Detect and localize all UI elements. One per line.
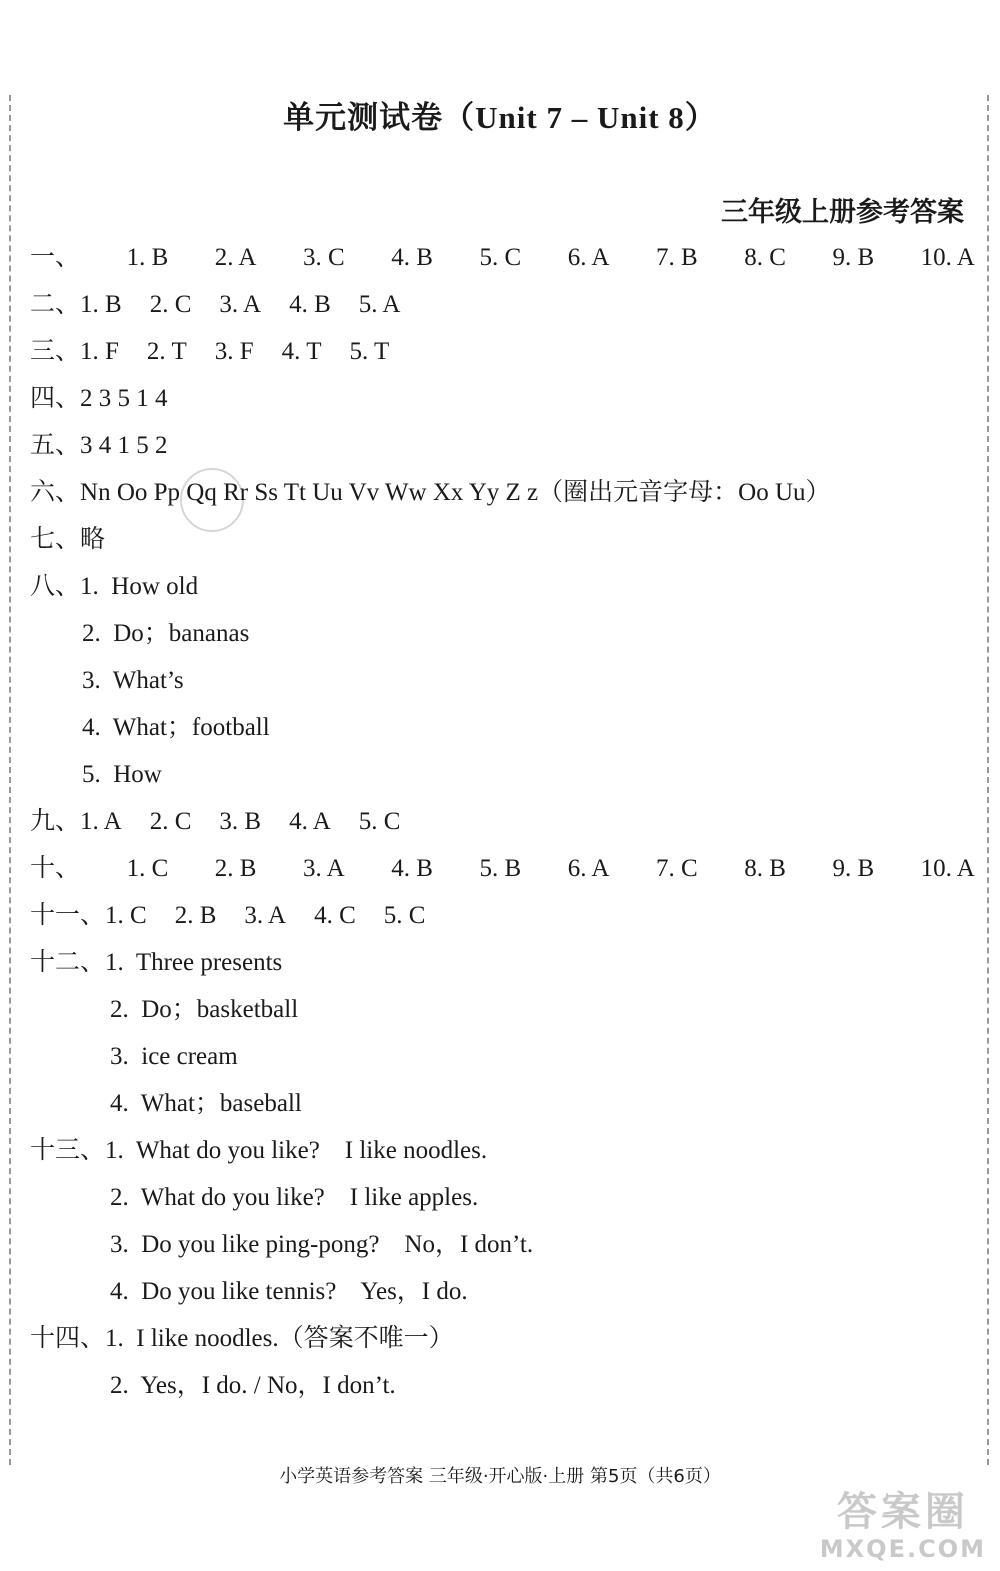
answer-item: 6. A — [567, 244, 610, 271]
section-label: 十、 — [30, 855, 81, 882]
answer-item: 3. C — [303, 244, 345, 271]
page-subtitle: 三年级上册参考答案 — [721, 197, 964, 227]
answer-text: 2. Yes，I do. / No，I don’t. — [110, 1372, 396, 1399]
answer-text: 1. I like noodles.（答案不唯一） — [105, 1325, 454, 1352]
answer-line — [30, 1080, 975, 1127]
answer-item: 1. B — [126, 244, 169, 271]
section-label: 十三、 — [30, 1137, 106, 1164]
answer-item: 2. B — [174, 902, 217, 929]
answer-item: 4. B — [289, 291, 331, 318]
section-label: 三、 — [30, 338, 81, 365]
answer-line — [30, 1033, 975, 1080]
answer-text: 1. How old — [80, 573, 199, 600]
answer-line — [30, 1174, 975, 1221]
section-label: 七、 — [30, 526, 81, 553]
answer-line — [30, 657, 975, 704]
answer-line — [30, 328, 975, 375]
section-label: 十一、 — [30, 902, 106, 929]
answer-item: 3. A — [244, 902, 287, 929]
answer-text: 2. Do；basketball — [110, 996, 299, 1023]
section-label: 十二、 — [30, 949, 106, 976]
answer-text: 2 3 5 1 4 — [80, 385, 168, 412]
section-label: 五、 — [30, 432, 81, 459]
answer-item: 2. B — [214, 855, 257, 882]
answer-line — [30, 375, 975, 422]
page-footer: 小学英语参考答案 三年级·开心版·上册 第5页（共6页） — [279, 1466, 721, 1487]
answer-text: Nn Oo Pp Qq Rr Ss Tt Uu Vv Ww Xx Yy Z z（圈出元音字母：Oo Uu） — [80, 479, 831, 506]
answer-line — [30, 1362, 975, 1409]
answer-item: 2. C — [149, 291, 192, 318]
answer-item: 1. B — [80, 291, 122, 318]
answer-line — [30, 1221, 975, 1268]
answer-item: 7. C — [655, 855, 698, 882]
answer-item: 7. B — [655, 244, 698, 271]
answer-item: 3. A — [219, 291, 262, 318]
binding-margin-line-left — [9, 95, 11, 1465]
watermark-url: MXQE.COM — [819, 1535, 986, 1563]
answer-item: 4. A — [289, 808, 331, 835]
section-label: 九、 — [30, 808, 81, 835]
section-label: 六、 — [30, 479, 81, 506]
answer-item: 5. C — [479, 244, 522, 271]
answer-text: 1. What do you like? I like noodles. — [105, 1137, 488, 1164]
answer-item: 10. A — [920, 244, 975, 271]
answer-item: 10. A — [920, 855, 975, 882]
answer-item: 4. B — [391, 244, 433, 271]
answer-item: 5. B — [479, 855, 522, 882]
answer-item: 9. B — [832, 855, 875, 882]
answer-item: 6. A — [567, 855, 610, 882]
answer-item: 9. B — [832, 244, 875, 271]
answer-line — [30, 281, 975, 328]
answer-item: 1. A — [80, 808, 122, 835]
answer-item: 1. F — [80, 338, 119, 365]
section-label: 八、 — [30, 573, 81, 600]
binding-margin-line-right — [987, 95, 989, 1465]
answer-list — [30, 234, 975, 1409]
section-label: 十四、 — [30, 1325, 106, 1352]
answer-line — [30, 610, 975, 657]
answer-line — [30, 798, 975, 845]
answer-text: 4. What；football — [82, 714, 270, 741]
answer-item: 5. A — [358, 291, 401, 318]
answer-text: 4. What；baseball — [110, 1090, 302, 1117]
answer-text: 1. Three presents — [105, 949, 283, 976]
answer-item: 3. B — [219, 808, 262, 835]
answer-line — [30, 422, 975, 469]
section-label: 一、 — [30, 244, 81, 271]
answer-item: 5. T — [349, 338, 390, 365]
answer-item: 5. C — [358, 808, 401, 835]
answer-item: 3. A — [303, 855, 345, 882]
answer-line — [30, 1268, 975, 1315]
answer-line — [30, 986, 975, 1033]
answer-line — [30, 892, 975, 939]
section-label: 二、 — [30, 291, 81, 318]
site-watermark — [820, 1489, 986, 1563]
answer-item: 4. B — [391, 855, 433, 882]
answer-text: 3. What’s — [82, 667, 184, 694]
answer-text: 3. Do you like ping-pong? No，I don’t. — [110, 1231, 534, 1258]
answer-item: 8. C — [744, 244, 786, 271]
answer-text: 5. How — [82, 761, 162, 788]
answer-item: 4. C — [314, 902, 356, 929]
answer-text: 3. ice cream — [110, 1043, 238, 1070]
answer-line — [30, 939, 975, 986]
answer-line — [30, 563, 975, 610]
answer-item: 1. C — [105, 902, 147, 929]
answer-line — [30, 704, 975, 751]
answer-item: 3. F — [214, 338, 254, 365]
answer-text: 2. What do you like? I like apples. — [110, 1184, 479, 1211]
answer-item: 5. C — [383, 902, 426, 929]
answer-item: 2. T — [146, 338, 187, 365]
answer-line — [30, 1127, 975, 1174]
answer-text: 3 4 1 5 2 — [80, 432, 168, 459]
section-label: 四、 — [30, 385, 81, 412]
answer-line — [30, 234, 975, 281]
answer-item: 8. B — [744, 855, 786, 882]
answer-item: 1. C — [126, 855, 169, 882]
answer-text: 4. Do you like tennis? Yes，I do. — [110, 1278, 468, 1305]
answer-line — [30, 469, 975, 516]
answer-line — [30, 1315, 975, 1362]
answer-item: 4. T — [281, 338, 322, 365]
answer-item: 2. C — [149, 808, 192, 835]
answer-item: 2. A — [214, 244, 257, 271]
answer-line — [30, 845, 975, 892]
answer-text: 略 — [80, 526, 106, 553]
page-title: 单元测试卷（Unit 7 – Unit 8） — [283, 100, 717, 135]
answer-line — [30, 751, 975, 798]
watermark-logo: 答案圈 — [836, 1489, 969, 1535]
answer-line — [30, 516, 975, 563]
answer-text: 2. Do；bananas — [82, 620, 250, 647]
